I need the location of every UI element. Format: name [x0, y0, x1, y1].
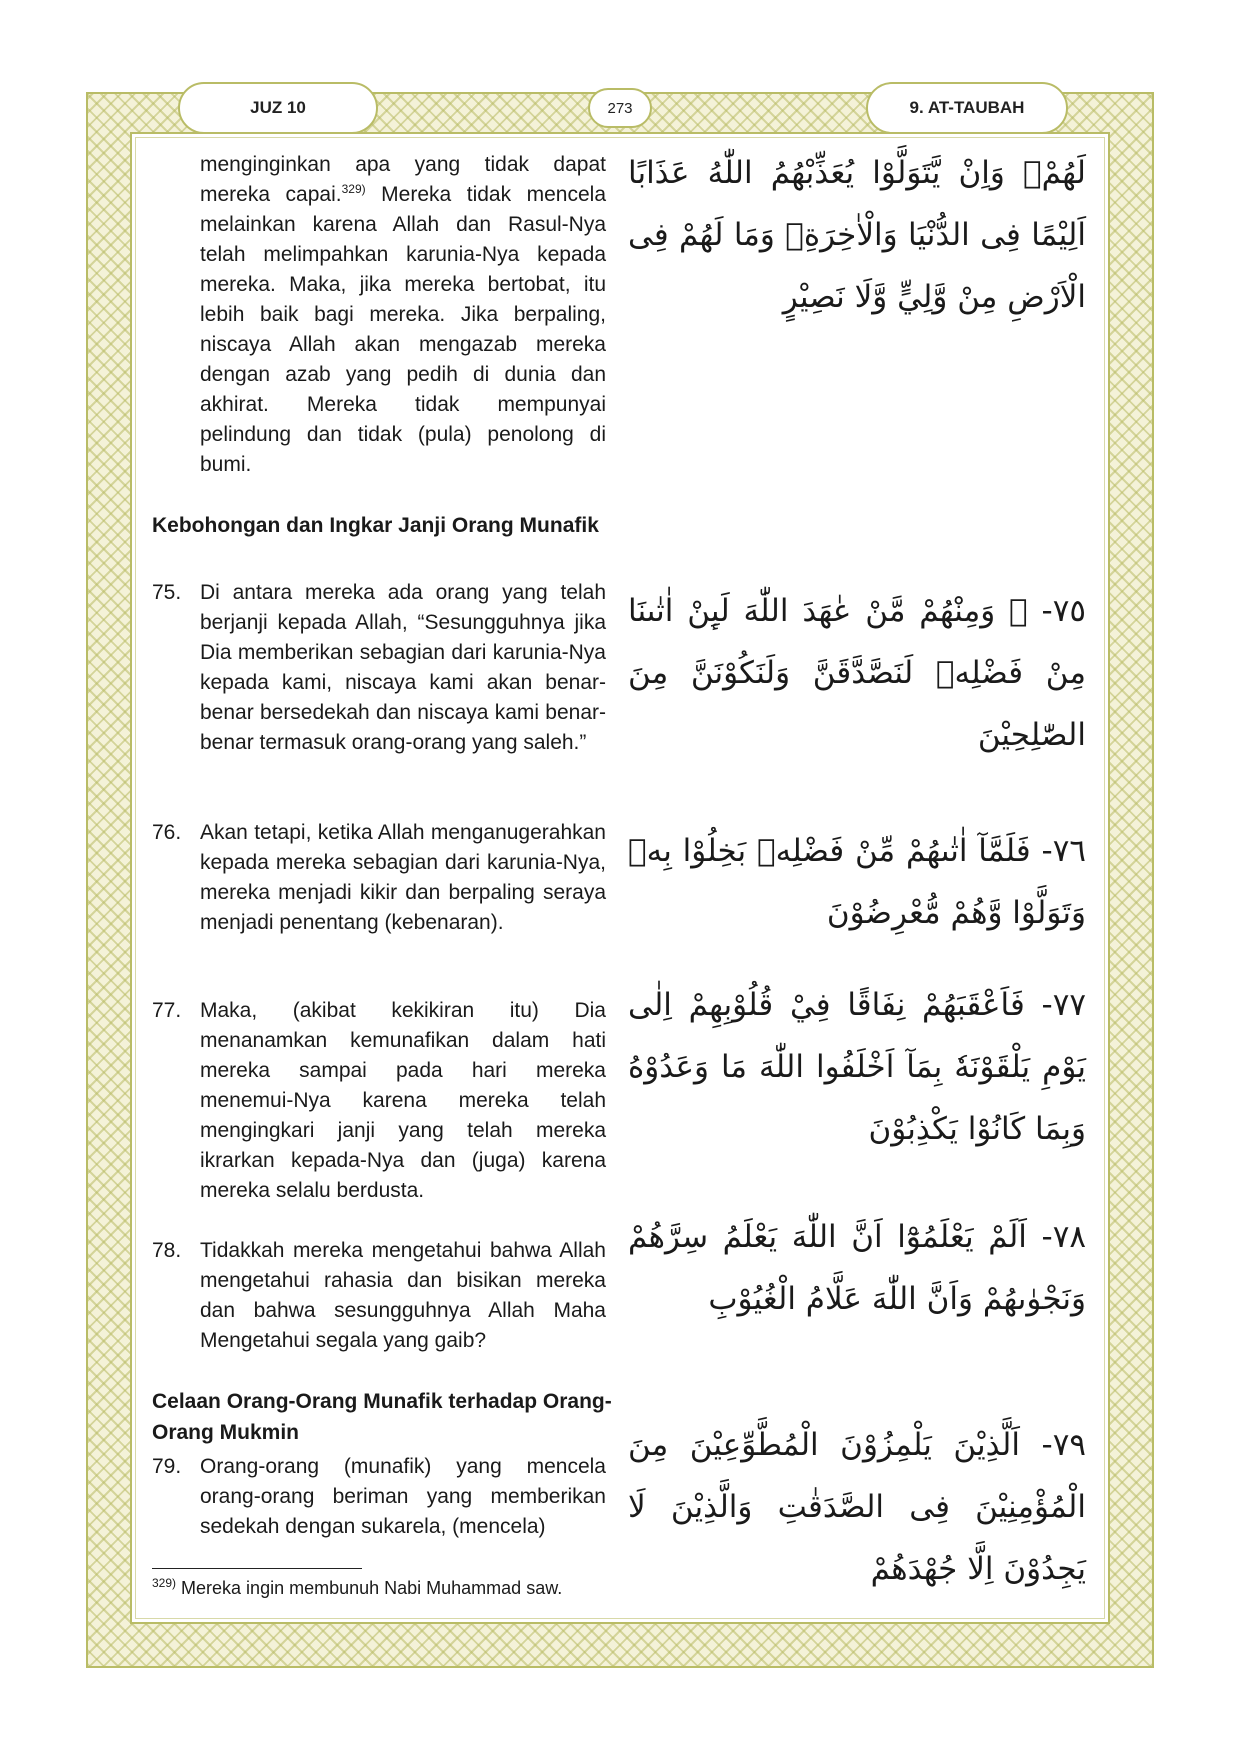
verse-number: 79.	[152, 1455, 182, 1478]
arabic-text: ٧٦- فَلَمَّآ اٰتٰىهُمْ مِّنْ فَضْلِهٖ بَخِلُوْا بِهٖ وَتَوَلَّوْا وَّهُمْ مُّعْرِضُوْنَ	[628, 833, 1086, 931]
verse-77-translation	[152, 996, 606, 1206]
intro-translation	[200, 150, 606, 480]
arabic-text: ٧٧- فَاَعْقَبَهُمْ نِفَاقًا فِيْ قُلُوْبِهِمْ اِلٰى يَوْمِ يَلْقَوْنَهٗ بِمَآ اَخْلَفُوا اللّٰهَ مَا وَعَدُوْهُ وَبِمَا كَانُوْا يَكْذِبُوْنَ	[628, 987, 1086, 1147]
translation-text: Akan tetapi, ketika Allah menganugerahkan kepada mereka sebagian dari karunia-Nya, mereka menjadi kikir dan berpaling seraya menjadi penentang (kebenaran).	[200, 821, 606, 934]
verse-number: 75.	[152, 581, 182, 604]
verse-number: 76.	[152, 821, 182, 844]
verse-75-translation	[152, 578, 606, 758]
arabic-text: ٧٩- اَلَّذِيْنَ يَلْمِزُوْنَ الْمُطَّوِّعِيْنَ مِنَ الْمُؤْمِنِيْنَ فِى الصَّدَقٰتِ وَالَّذِيْنَ لَا يَجِدُوْنَ اِلَّا جُهْدَهُمْ	[628, 1427, 1086, 1587]
translation-text: Orang-orang (munafik) yang mencela orang-orang beriman yang memberikan sedekah dengan sukarela, (mencela)	[200, 1455, 606, 1538]
footnote-divider	[152, 1568, 362, 1569]
translation-text	[200, 150, 606, 480]
translation-text-part: menginginkan apa yang tidak dapat mereka capai.	[200, 153, 606, 206]
verse-number: 77.	[152, 999, 182, 1022]
footnote	[152, 1578, 562, 1599]
verse-76-translation	[152, 818, 606, 938]
intro-arabic-block	[628, 142, 1086, 328]
verse-76-arabic	[628, 820, 1086, 944]
translation-text: Maka, (akibat kekikiran itu) Dia menanamkan kemunafikan dalam hati mereka sampai pada hari mereka menemui-Nya karena mereka telah mengingkari janji yang telah mereka ikrarkan kepada-Nya dan (juga) karena mereka selalu berdusta.	[200, 999, 606, 1202]
arabic-text: ٧٨- اَلَمْ يَعْلَمُوْٓا اَنَّ اللّٰهَ يَعْلَمُ سِرَّهُمْ وَنَجْوٰىهُمْ وَاَنَّ اللّٰهَ عَلَّامُ الْغُيُوْبِ	[628, 1219, 1086, 1317]
page-number: 273	[588, 88, 652, 128]
translation-text: Tidakkah mereka mengetahui bahwa Allah mengetahui rahasia dan bisikan mereka dan bahwa sesungguhnya Allah Maha Mengetahui segala yang gaib?	[200, 1239, 606, 1352]
translation-text: Di antara mereka ada orang yang telah berjanji kepada Allah, “Sesungguhnya jika Dia memberikan sebagian dari karunia-Nya kepada kami, niscaya kami akan benar-benar bersedekah dan niscaya kami benar-benar termasuk orang-orang yang saleh.”	[200, 581, 606, 754]
verse-number: 78.	[152, 1239, 182, 1262]
surah-label: 9. AT-TAUBAH	[866, 82, 1068, 134]
arabic-text: لَهُمْۚ وَاِنْ يَّتَوَلَّوْا يُعَذِّبْهُمُ اللّٰهُ عَذَابًا اَلِيْمًا فِى الدُّنْيَا وَالْاٰخِرَةِۚ وَمَا لَهُمْ فِى الْاَرْضِ مِنْ وَّلِيٍّ وَّلَا نَصِيْرٍ	[628, 155, 1086, 315]
verse-78-translation	[152, 1236, 606, 1356]
verse-79-translation	[152, 1452, 606, 1542]
footnote-ref: 329)	[341, 182, 366, 196]
footnote-text: Mereka ingin membunuh Nabi Muhammad saw.	[176, 1578, 563, 1598]
section-heading: Kebohongan dan Ingkar Janji Orang Munafik	[152, 514, 599, 537]
arabic-text: ٧٥- ۞ وَمِنْهُمْ مَّنْ عٰهَدَ اللّٰهَ لَىِٕنْ اٰتٰىنَا مِنْ فَضْلِهٖ لَنَصَّدَّقَنَّ وَلَنَكُوْنَنَّ مِنَ الصّٰلِحِيْنَ	[628, 593, 1086, 753]
translation-text-part: Mereka tidak mencela melainkan karena Allah dan Rasul-Nya telah melimpahkan karunia-Nya kepada mereka. Maka, jika mereka bertobat, itu lebih baik bagi mereka. Jika berpaling, niscaya Allah akan mengazab mereka dengan azab yang pedih di dunia dan akhirat. Mereka tidak mempunyai pelindung dan tidak (pula) penolong di bumi.	[200, 183, 606, 476]
verse-79-arabic	[628, 1414, 1086, 1600]
verse-75-arabic	[628, 580, 1086, 766]
section-heading: Celaan Orang-Orang Munafik terhadap Orang-Orang Mukmin	[152, 1390, 612, 1444]
juz-label: JUZ 10	[178, 82, 378, 134]
verse-78-arabic	[628, 1206, 1086, 1330]
footnote-number: 329)	[152, 1576, 177, 1590]
verse-77-arabic	[628, 974, 1086, 1160]
